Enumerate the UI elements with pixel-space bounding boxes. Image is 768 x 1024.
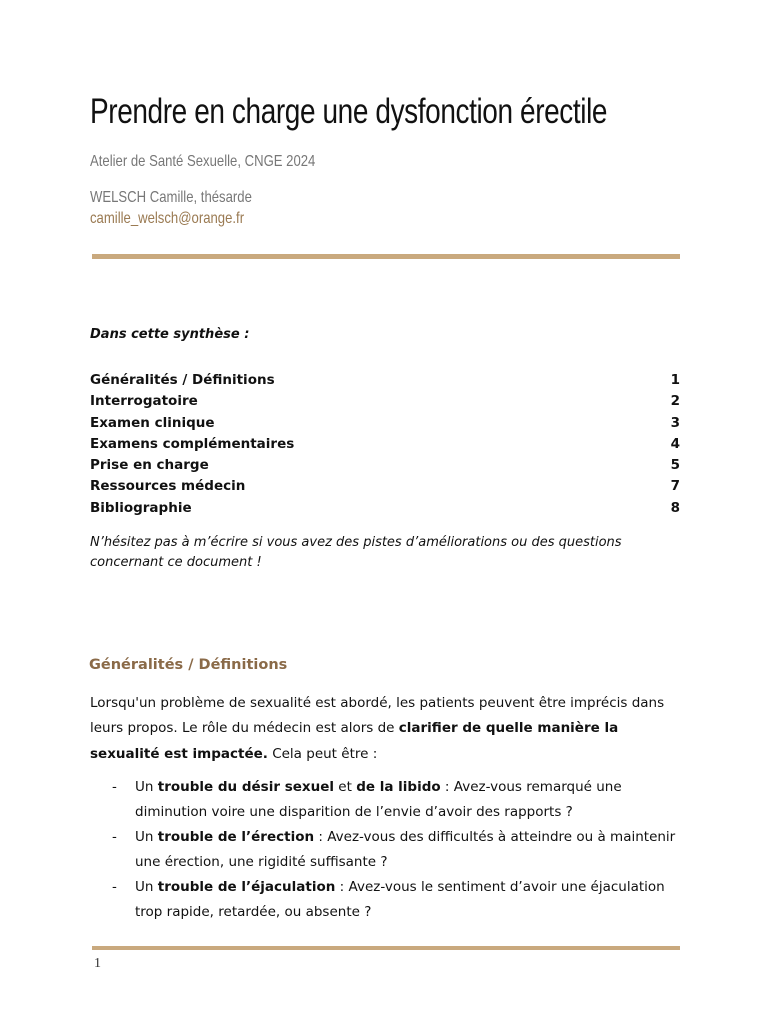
list-item-bold: trouble de l’éjaculation (157, 879, 336, 895)
toc-item-label: Généralités / Définitions (90, 372, 275, 388)
document-title: Prendre en charge une dysfonction érectile (90, 92, 608, 131)
list-item-bold: trouble du désir sexuel (157, 779, 334, 795)
toc-item-page: 1 (670, 372, 680, 388)
toc-item-label: Ressources médecin (90, 478, 246, 495)
toc-item (90, 455, 680, 476)
intro-bold-text: clarifier de quelle manière la sexualité est impactée. (90, 720, 619, 762)
document-subtitle: Atelier de Santé Sexuelle, CNGE 2024 (90, 153, 316, 170)
toc-item (90, 391, 680, 412)
section-heading: Généralités / Définitions (89, 657, 288, 673)
toc-item-page: 7 (670, 478, 680, 495)
contact-note: N’hésitez pas à m’écrire si vous avez des pistes d’améliorations ou des questions concernant ce document ! (90, 535, 622, 570)
toc-item-label: Examen clinique (90, 414, 215, 431)
intro-paragraph (90, 691, 690, 767)
list-item (112, 775, 682, 825)
author-email: camille_welsch@orange.fr (90, 210, 245, 227)
list-item-text: : Avez-vous des difficultés à atteindre ou à maintenir une érection, une rigidité suffisante ? (135, 829, 676, 870)
toc-item (90, 434, 680, 455)
list-item-text: : Avez-vous le sentiment d’avoir une éjaculation trop rapide, retardée, ou absente ? (135, 879, 665, 920)
toc-item-page: 3 (670, 414, 680, 431)
list-dash: - (112, 879, 117, 895)
list-item (112, 875, 682, 925)
toc-item (90, 370, 680, 391)
author-name: WELSCH Camille, thésarde (90, 189, 252, 206)
page-number: 1 (94, 956, 101, 971)
list-item-text: Un (135, 879, 158, 895)
toc-item-page: 5 (670, 457, 680, 474)
toc-item-label: Prise en charge (90, 457, 209, 474)
toc-item-page: 4 (670, 435, 680, 452)
toc-item (90, 413, 680, 434)
list-item-text: et (334, 779, 357, 795)
toc-item-label: Examens complémentaires (90, 435, 295, 452)
toc-item-page: 8 (670, 499, 680, 516)
toc-item (90, 498, 680, 519)
toc-item (90, 476, 680, 497)
intro-text-end: Cela peut être : (267, 745, 378, 762)
toc-item-page: 2 (670, 393, 680, 410)
list-item-text: Un (135, 829, 158, 845)
list-item-bold: de la libido (356, 779, 441, 795)
header-divider (92, 254, 680, 259)
toc-heading: Dans cette synthèse : (90, 327, 250, 342)
list-item-text: : Avez-vous remarqué une diminution voire une disparition de l’envie d’avoir des rapports ? (135, 779, 622, 820)
list-item (112, 825, 682, 875)
list-dash: - (112, 829, 117, 845)
intro-text: Lorsqu'un problème de sexualité est abordé, les patients peuvent être imprécis dans leurs propos. Le rôle du médecin est alors de (90, 695, 665, 737)
list-dash: - (112, 779, 117, 795)
toc-item-label: Interrogatoire (90, 393, 198, 410)
list-item-bold: trouble de l’érection (157, 829, 315, 845)
table-of-contents (90, 370, 680, 519)
list-item-text: Un (135, 779, 158, 795)
disorder-list (112, 775, 682, 925)
footer-divider (92, 946, 680, 950)
toc-item-label: Bibliographie (90, 499, 192, 516)
